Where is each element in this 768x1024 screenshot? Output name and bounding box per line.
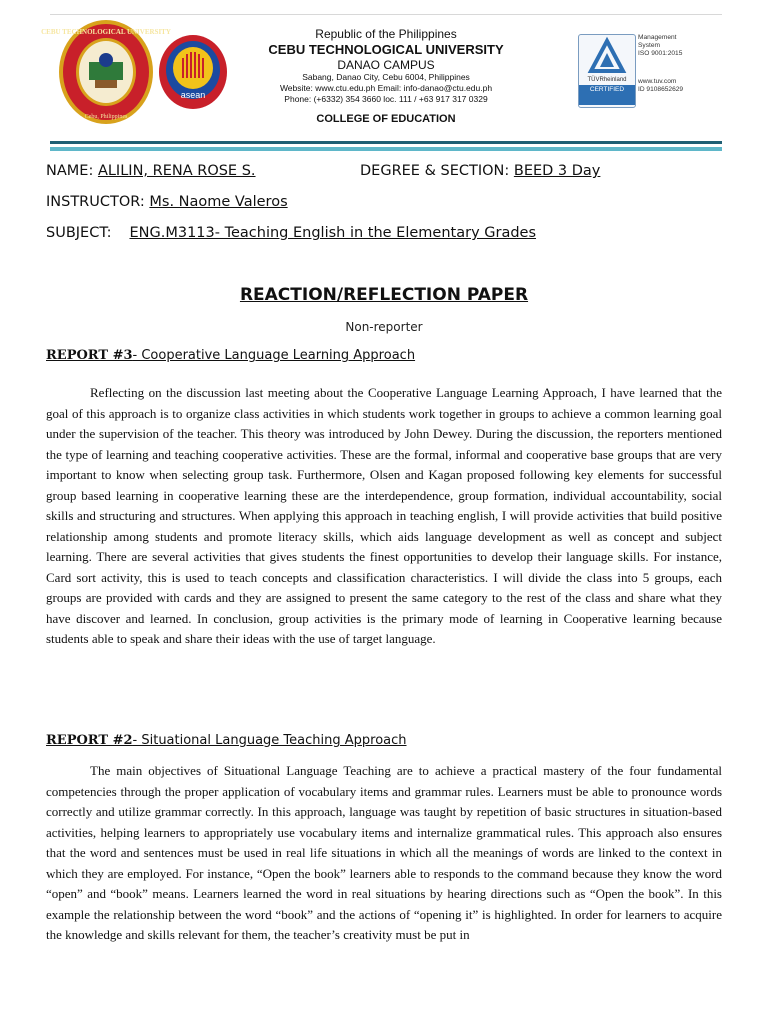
university-name: CEBU TECHNOLOGICAL UNIVERSITY <box>268 42 504 57</box>
tuv-certified-label: CERTIFIED <box>589 86 625 93</box>
cert-id: ID 9108652629 <box>638 86 684 93</box>
tuv-triangle-icon <box>579 35 635 85</box>
cert-details <box>638 34 712 94</box>
cert-site: www.tuv.com <box>638 78 677 85</box>
letterhead-rule-light <box>50 147 722 151</box>
report-number: REPORT #3 <box>46 348 133 363</box>
cert-system-line2: System <box>638 42 660 49</box>
cert-standard: ISO 9001:2015 <box>638 50 683 57</box>
subject-label: SUBJECT: <box>46 225 112 241</box>
country-line: Republic of the Philippines <box>315 27 457 41</box>
asean-logo <box>158 34 228 110</box>
document-subtitle: Non-reporter <box>345 320 423 334</box>
phone-line: Phone: (+6332) 354 3660 loc. 111 / +63 917 317 0329 <box>284 94 488 104</box>
report-body <box>46 761 722 966</box>
seal-ring-text: CEBU TECHNOLOGICAL UNIVERSITY <box>41 28 171 36</box>
tuv-card <box>578 34 636 108</box>
asean-label: asean <box>180 90 206 100</box>
subject-value: ENG.M3113- Teaching English in the Elementary Grades <box>129 225 537 241</box>
letterhead-text-block <box>236 27 536 126</box>
name-row <box>46 163 256 179</box>
instructor-value: Ms. Naome Valeros <box>149 194 288 210</box>
degree-row <box>360 163 600 179</box>
report-heading <box>46 348 415 363</box>
seal-bottom-text: Cebu, Philippines <box>84 114 128 120</box>
report-topic: - Cooperative Language Learning Approach <box>132 348 416 363</box>
report-body <box>46 383 722 650</box>
report-topic: - Situational Language Teaching Approach <box>132 733 407 748</box>
instructor-label: INSTRUCTOR: <box>46 194 145 210</box>
college-name: COLLEGE OF EDUCATION <box>316 113 456 125</box>
report-body-text: Reflecting on the discussion last meeting about the Cooperative Language Learning Approach, I have learned that the goal of this approach is to organize class activities in which students work together in groups to achieve a common learning goal under the supervision of the teacher. This theory was introduced by John Dewey. During the discussion, the reporters mentioned the type of learning and teaching cooperative activities. These are the formal, informal and cooperative base groups that are very important to know when selecting group task. Furthermore, Olsen and Kagan proposed following key elements for successful group based learning in cooperative learning these are the interdependence, group formation, individual accountability, social skills and structuring and structures. When applying this approach in teaching english, I will provide activities that build positive relationship among students and promote literacy skills, which aids language development as well as concept and subject learning. There are several activities that gives students the finest opportunities to develop their language skills. For instance, Card sort activity, this is used to teach concepts and classification characteristics. I will divide the class into 5 groups, each groups are provided with cards and they are assigned to present the same category to the rest of the class and share what they have discover and learned. In conclusion, group activities is the primary mode of learning in Cooperative learning because students able to speak and share their ideas with the use of target language. <box>46 385 722 646</box>
report-body-text: The main objectives of Situational Language Teaching are to achieve a practical mastery of the four fundamental competencies through the proper application of vocabulary items and grammar rules. Learners must be able to pronounce words correctly and utilize grammar correctly. In this approach, language was taught by repetition of basic structures in situation-based activities, helping learners to appropriately use vocabulary items and internalize grammatical rules. This approach also ensures that the word and sentences must be used in real life situations in which all the meanings of words are linked to the context in which they are employed. For instance, “Open the book” learners able to responds to the command because they know the word “open” and “book” means. Learners learned the word in real situations by hearing directions such as “Open the book”. In this example the relationship between the word “book” and the actions of “opening it” is highlighted. In order for learners to acquire the knowledge and skills relevant for them, the teacher’s creativity must be put in <box>46 763 722 942</box>
cert-system-line1: Management <box>638 34 677 41</box>
letterhead-rule-dark <box>50 141 722 144</box>
degree-label: DEGREE & SECTION: <box>360 163 510 179</box>
document-title: REACTION/REFLECTION PAPER <box>239 285 529 305</box>
website-email-line: Website: www.ctu.edu.ph Email: info-danao@ctu.edu.ph <box>279 83 493 93</box>
name-value: ALILIN, RENA ROSE S. <box>97 163 256 179</box>
report-number: REPORT #2 <box>46 733 133 748</box>
address-line: Sabang, Danao City, Cebu 6004, Philippines <box>302 72 470 82</box>
ctu-seal-logo <box>41 18 171 126</box>
report-heading <box>46 733 407 748</box>
instructor-row <box>46 194 288 210</box>
tuv-certified-band <box>579 85 635 105</box>
name-label: NAME: <box>46 163 94 179</box>
tuv-brand: TÜVRheinland <box>587 77 627 83</box>
certification-badge <box>576 32 712 110</box>
subject-row <box>46 225 536 241</box>
campus-name: DANAO CAMPUS <box>337 58 435 72</box>
degree-value: BEED 3 Day <box>513 163 601 179</box>
